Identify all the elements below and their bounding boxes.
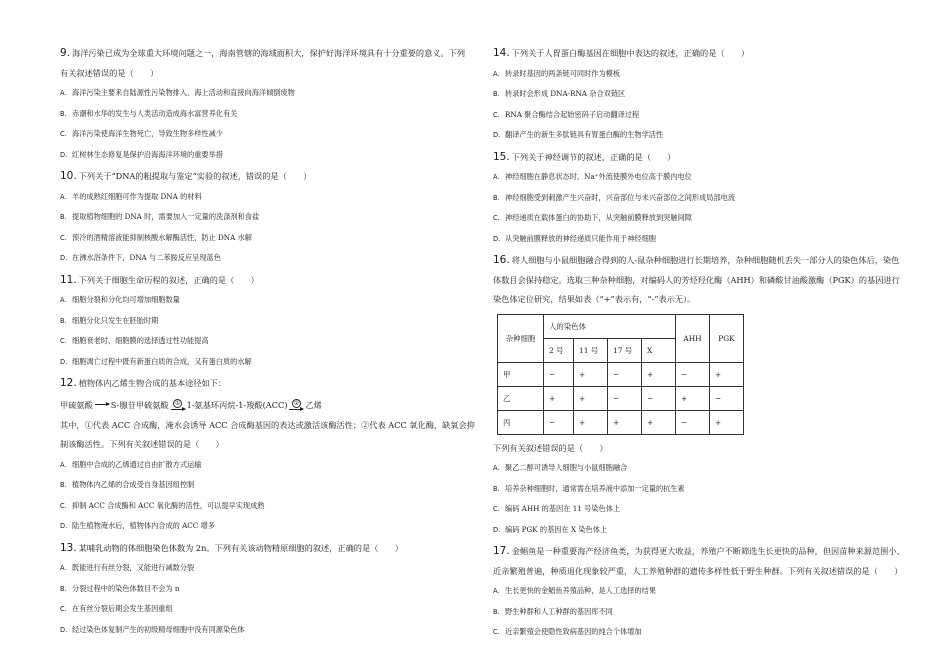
question-stem: 下列有关叙述错误的是（ ） — [493, 442, 608, 453]
question-stem: 10. 下列关于“DNA的粗提取与鉴定”实验的叙述，错误的是（ ） — [60, 170, 312, 182]
question-stem: 14. 下列关于人胃蛋白酶基因在细胞中表达的叙述，正确的是（ ） — [493, 47, 750, 59]
table-cell: + — [544, 386, 574, 410]
table-header-group: 人的染色体 — [544, 314, 676, 338]
option-a: A. 细胞中合成的乙烯通过自由扩散方式运输 — [60, 459, 202, 469]
left-column — [60, 44, 480, 642]
table-cell: + — [574, 386, 608, 410]
option-a: A. 神经细胞在静息状态时，Na⁺外流使膜外电位高于膜内电位 — [493, 172, 692, 181]
question-number: 16. — [493, 254, 510, 266]
option-d: D. 编码 PGK 的基因在 X 染色体上 — [493, 524, 608, 534]
enzyme-2-label: ② — [293, 399, 300, 407]
question-stem: 有关叙述错误的是（ ） — [60, 67, 159, 78]
table-row — [498, 386, 744, 410]
option-a: A. 羊的成熟红细胞可作为提取 DNA 的材料 — [60, 191, 202, 201]
ethylene-pathway — [60, 394, 480, 416]
option-a: A. 既能进行有丝分裂，又能进行减数分裂 — [60, 563, 195, 572]
table-header-ahh: AHH — [676, 314, 710, 362]
table-cell: + — [710, 362, 744, 386]
question-number: 14. — [493, 47, 510, 59]
right-column — [493, 44, 913, 645]
option-b: B. 分裂过程中的染色体数目不会为 n — [60, 583, 180, 593]
pathway-step-ethylene: 乙烯 — [305, 399, 322, 410]
option-c: C. 细胞衰老时，细胞膜的选择透过性功能提高 — [60, 336, 209, 345]
pathway-step-acc: 1-氨基环丙烷-1-羧酸(ACC) — [186, 399, 288, 410]
option-c: C. RNA 聚合酶结合起始密码子启动翻译过程 — [493, 109, 640, 119]
question-stem: 15. 下列关于神经调节的叙述，正确的是（ ） — [493, 150, 676, 163]
option-c: C. 在有丝分裂后期会发生基因重组 — [60, 604, 173, 613]
question-stem: 制该酶活性。下列有关叙述错误的是（ ） — [60, 439, 224, 449]
option-c: C. 海洋污染使海洋生物死亡，导致生物多样性减少 — [60, 129, 223, 138]
table-cell: + — [710, 410, 744, 434]
pathway-step-sam: S-腺苷甲硫氨酸 — [110, 399, 169, 410]
table-header-cell: 杂种细胞 — [498, 314, 544, 362]
option-d: D. 翻译产生的新生多肽链具有胃蛋白酶的生物学活性 — [493, 130, 664, 139]
option-a: A. 聚乙二醇可诱导人细胞与小鼠细胞融合 — [493, 463, 628, 472]
enzyme-1-label: ① — [174, 399, 181, 407]
question-16 — [493, 251, 913, 540]
question-stem: 11. 下列关于细胞生命历程的叙述，正确的是（ ） — [60, 273, 259, 286]
question-13 — [60, 539, 480, 641]
table-cell: + — [608, 410, 642, 434]
table-header-pgk: PGK — [710, 314, 744, 362]
option-d: D. 在沸水浴条件下，DNA 与二苯胺反应呈现蓝色 — [60, 253, 221, 262]
pathway-step-methionine: 甲硫氨酸 — [60, 399, 93, 410]
row-label: 甲 — [498, 362, 544, 386]
question-10 — [60, 167, 480, 269]
table-cell: + — [574, 362, 608, 386]
option-d: D. 细胞凋亡过程中既有新蛋白质的合成，又有蛋白质的水解 — [60, 356, 252, 366]
question-number: 13. — [60, 541, 77, 554]
table-header-chrom-17: 17 号 — [608, 338, 642, 362]
question-12 — [60, 374, 480, 537]
question-15 — [493, 148, 913, 250]
question-9 — [60, 44, 480, 165]
table-header-chrom-2: 2 号 — [544, 338, 574, 362]
option-b: B. 培养杂种细胞时，通常需在培养液中添加一定量的抗生素 — [493, 483, 685, 493]
arrow-icon — [171, 399, 185, 410]
table-cell: − — [608, 386, 642, 410]
question-stem: 9. 海洋污染已成为全球重大环境问题之一，海南管辖的海域面积大，保护好海洋环境具有十分重要的意义。下列 — [60, 47, 466, 59]
question-stem: 其中，①代表 ACC 合成酶，淹水会诱导 ACC 合成酶基因的表达或激活该酶活性；②代表 ACC 氧化酶，缺氧会抑 — [60, 419, 475, 430]
question-11 — [60, 271, 480, 373]
question-stem: 近亲繁殖普遍，种质退化现象较严重，人工养殖种群的遗传多样性低于野生种群。下列有关叙述错误的是（ ） — [493, 565, 903, 576]
option-c: C. 近亲繁殖会使隐性致病基因的纯合个体增加 — [493, 627, 642, 636]
table-row — [498, 362, 744, 386]
question-number: 12. — [60, 377, 77, 389]
arrow-icon — [95, 403, 109, 405]
table-cell: + — [574, 410, 608, 434]
question-stem: 染色体定位研究，结果如表（“+”表示有，“-”表示无）。 — [493, 294, 696, 304]
row-label: 乙 — [498, 386, 544, 410]
option-b: B. 转录时会形成 DNA-RNA 杂合双链区 — [493, 89, 626, 98]
question-stem: 13. 某哺乳动物的体细胞染色体数为 2n。下列有关该动物精原细胞的叙述，正确的是（ ） — [60, 541, 403, 554]
question-number: 10. — [60, 170, 77, 182]
question-number: 15. — [493, 150, 510, 163]
option-a: A. 细胞分裂和分化均可增加细胞数量 — [60, 295, 180, 304]
option-b: B. 提取植物细胞的 DNA 时，需要加入一定量的洗涤剂和食盐 — [60, 212, 260, 221]
question-number: 17. — [493, 545, 510, 557]
row-label: 丙 — [498, 410, 544, 434]
option-b: B. 神经细胞受到刺激产生兴奋时，兴奋部位与未兴奋部位之间形成局部电流 — [493, 192, 736, 202]
table-cell: − — [710, 386, 744, 410]
table-cell: − — [608, 362, 642, 386]
table-cell: − — [642, 386, 676, 410]
option-c: C. 编码 AHH 的基因在 11 号染色体上 — [493, 504, 621, 513]
question-number: 9. — [60, 47, 71, 59]
option-b: B. 细胞分化只发生在胚胎时期 — [60, 315, 159, 325]
question-stem: 体数目会保持稳定。选取三种杂种细胞，对编码人的芳烃羟化酶（AHH）和磷酸甘油酸激酶（PGK）的基因进行 — [493, 274, 900, 285]
option-a: A. 生长更快的金鲳鱼养殖品种，是人工选择的结果 — [493, 586, 656, 595]
question-stem: 17. 金鲳鱼是一种重要海产经济鱼类，为获得更大收益，养殖户不断筛选生长更快的品种，但因苗种来源范围小、 — [493, 545, 905, 557]
table-cell: + — [676, 386, 710, 410]
question-stem: 16. 将人细胞与小鼠细胞融合得到的人-鼠杂种细胞进行长期培养，杂种细胞随机丢失一部分人的染色体后，染色 — [493, 254, 900, 266]
table-cell: − — [676, 362, 710, 386]
table-cell: + — [642, 410, 676, 434]
option-a: A. 海洋污染主要来自陆源性污染物排入、海上活动和直接向海洋倾倒废物 — [60, 88, 295, 97]
chromosome-table — [497, 314, 744, 435]
option-d: D. 经过染色体复制产生的初级精母细胞中没有同源染色体 — [60, 624, 245, 634]
table-cell: + — [642, 362, 676, 386]
option-b: B. 赤潮和水华的发生与人类活动造成海水富营养化有关 — [60, 108, 238, 118]
table-cell: − — [544, 410, 574, 434]
option-a: A. 转录时基因的两条链可同时作为模板 — [493, 68, 621, 78]
table-cell: − — [676, 410, 710, 434]
question-stem: 12. 植物体内乙烯生物合成的基本途径如下： — [60, 377, 227, 389]
option-b: B. 植物体内乙烯的合成受自身基因组控制 — [60, 480, 195, 489]
table-row — [498, 410, 744, 434]
option-c: C. 抑制 ACC 合成酶和 ACC 氧化酶的活性，可以提早实现成熟 — [60, 500, 265, 510]
question-number: 11. — [60, 273, 77, 286]
table-header-chrom-x: X — [642, 338, 676, 362]
table-cell: − — [544, 362, 574, 386]
option-c: C. 神经递质在载体蛋白的协助下，从突触前膜释放到突触间隙 — [493, 213, 692, 222]
arrow-icon — [289, 399, 303, 410]
option-c: C. 预冷的酒精溶液能抑制核酸水解酶活性，防止 DNA 水解 — [60, 232, 252, 242]
option-d: D. 红树林生态修复是保护沿海海洋环境的重要举措 — [60, 149, 223, 159]
question-17 — [493, 542, 913, 643]
question-14 — [493, 44, 913, 146]
option-d: D. 从突触前膜释放的神经递质只能作用于神经细胞 — [493, 233, 656, 243]
option-d: D. 陆生植物淹水后，植物体内合成的 ACC 增多 — [60, 521, 215, 530]
option-b: B. 野生种群和人工种群的基因库不同 — [493, 606, 613, 616]
table-header-chrom-11: 11 号 — [574, 338, 608, 362]
